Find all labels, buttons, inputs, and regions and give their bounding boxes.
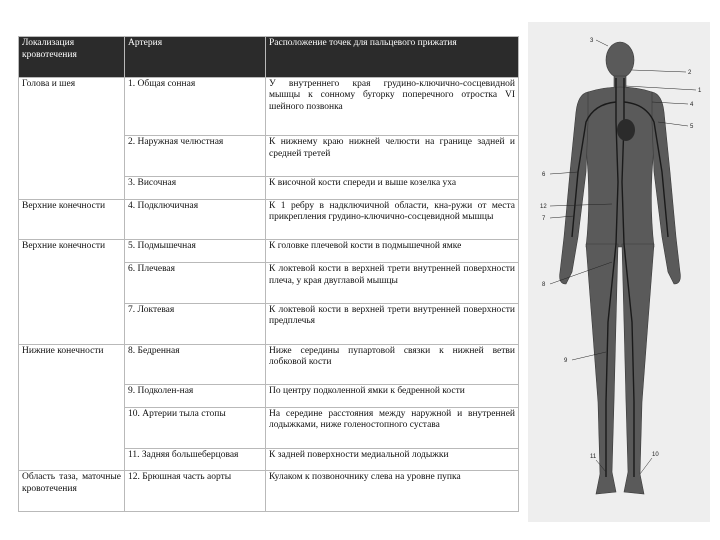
label-5: 5 [690,124,694,130]
pressure-point-cell: Ниже середины пупартовой связки к нижней ветви лобковой кости [266,344,519,385]
pressure-point-cell: Кулаком к позвоночнику слева на уровне пупка [266,471,519,512]
localization-cell: Область таза, маточные кровотечения [19,471,125,512]
body-silhouette [560,42,681,494]
header-localization: Локализация кровотечения [19,37,125,78]
header-artery: Артерия [125,37,266,78]
human-artery-illustration [528,22,710,522]
pressure-point-cell: На середине расстояния между наружной и внутренней лодыжками, ниже голеностопного сустава [266,407,519,448]
artery-cell: 11. Задняя большеберцовая [125,448,266,471]
table-row [19,199,519,240]
table-row [19,344,519,385]
label-10: 10 [652,452,659,458]
pressure-point-cell: К нижнему краю нижней челюсти на границе задней и средней третей [266,136,519,177]
label-1: 1 [698,88,702,94]
localization-cell: Верхние конечности [19,240,125,344]
artery-cell: 8. Бедренная [125,344,266,385]
artery-cell: 3. Височная [125,177,266,200]
table-header-row [19,37,519,78]
pressure-point-cell: К головке плечевой кости в подмышечной ямке [266,240,519,263]
artery-cell: 2. Наружная челюстная [125,136,266,177]
label-2: 2 [688,70,692,76]
label-12: 12 [540,204,547,210]
table-row [19,240,519,263]
label-3: 3 [590,38,594,44]
pressure-point-cell: К локтевой кости в верхней трети внутренней поверхности плеча, у края двуглавой мышцы [266,263,519,304]
artery-cell: 12. Брюшная часть аорты [125,471,266,512]
label-8: 8 [542,282,546,288]
label-9: 9 [564,358,568,364]
label-6: 6 [542,172,546,178]
pressure-point-cell: К височной кости спереди и выше козелка уха [266,177,519,200]
label-11: 11 [590,454,597,460]
label-7: 7 [542,216,546,222]
table-row [19,471,519,512]
pressure-point-cell: К локтевой кости в верхней трети внутренней поверхности предплечья [266,303,519,344]
label-4: 4 [690,102,694,108]
artery-cell: 7. Локтевая [125,303,266,344]
artery-cell: 9. Подколен-ная [125,385,266,408]
localization-cell: Верхние конечности [19,199,125,240]
artery-pressure-table [18,36,518,512]
header-pressure-point: Расположение точек для пальцевого прижатия [266,37,519,78]
artery-cell: 5. Подмышечная [125,240,266,263]
localization-cell: Нижние конечности [19,344,125,471]
pressure-point-cell: К 1 ребру в надключичной области, кна-ружи от места прикрепления грудино-ключично-сосцевидной мышцы [266,199,519,240]
localization-cell: Голова и шея [19,77,125,199]
anatomy-figure [528,22,710,522]
artery-cell: 10. Артерии тыла стопы [125,407,266,448]
pressure-point-cell: У внутреннего края грудино-ключично-сосцевидной мышцы к сонному бугорку поперечного отростка VI шейного позвонка [266,77,519,136]
artery-cell: 4. Подключичная [125,199,266,240]
table-row [19,77,519,136]
heart-shape [617,119,635,141]
pressure-point-cell: По центру подколенной ямки к бедренной кости [266,385,519,408]
artery-cell: 1. Общая сонная [125,77,266,136]
pressure-point-cell: К задней поверхности медиальной лодыжки [266,448,519,471]
artery-cell: 6. Плечевая [125,263,266,304]
